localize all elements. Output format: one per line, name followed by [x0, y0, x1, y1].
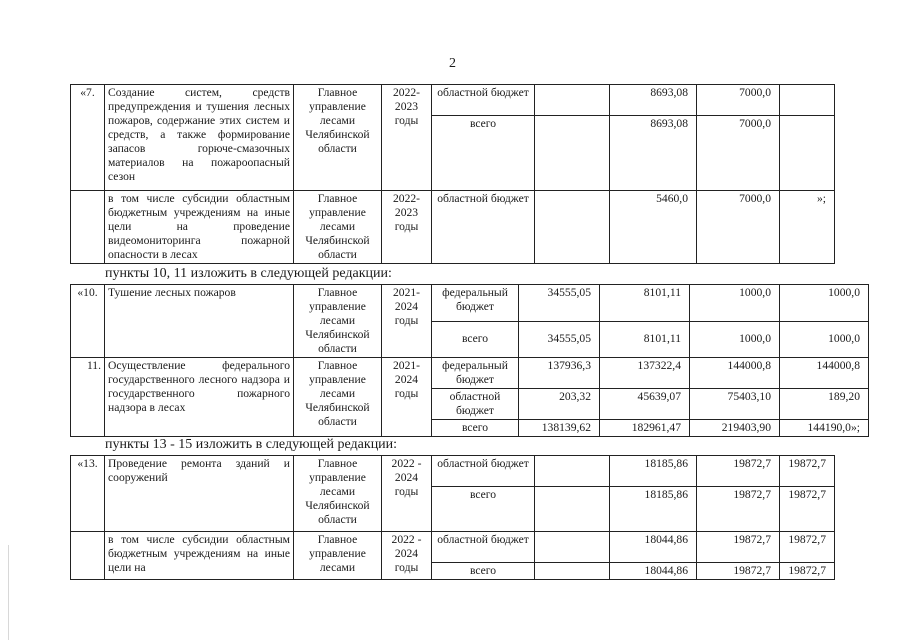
funding-source: федеральный бюджет: [432, 358, 519, 389]
value-cell: 18044,86: [610, 532, 697, 563]
value-cell: 1000,0: [780, 285, 869, 322]
item-description: в том числе субсидии областным бюджетным учреждениям на иные цели на проведение видеомониторинга пожарной опасности в лесах: [105, 191, 294, 264]
item-number: 11.: [71, 358, 105, 437]
value-cell: 19872,7: [697, 563, 780, 580]
scan-margin-line: [8, 545, 9, 640]
value-cell: 7000,0: [697, 85, 780, 116]
table-row: [71, 191, 835, 264]
funding-source: федеральный бюджет: [432, 285, 519, 322]
value-cell: 1000,0: [780, 321, 869, 358]
instruction-text: пункты 13 - 15 изложить в следующей редакции:: [105, 437, 398, 452]
item-description: Проведение ремонта зданий и сооружений: [105, 456, 294, 532]
funding-source: всего: [432, 116, 535, 191]
item-period: 2021-2024 годы: [382, 358, 432, 437]
table-row: [71, 532, 835, 563]
budget-table-2: [70, 284, 869, 437]
item-executor: Главное управление лесами Челябинской области: [294, 358, 382, 437]
item-description: Осуществление федерального государственного лесного надзора и государственного пожарного надзора в лесах: [105, 358, 294, 437]
funding-source: областной бюджет: [432, 191, 535, 264]
value-cell: 1000,0: [690, 321, 780, 358]
item-executor: Главное управление лесами: [294, 532, 382, 580]
item-executor: Главное управление лесами Челябинской области: [294, 85, 382, 191]
budget-table-3: [70, 455, 835, 580]
item-description: в том числе субсидии областным бюджетным учреждениям на иные цели на: [105, 532, 294, 580]
value-cell: 8101,11: [600, 285, 690, 322]
value-cell: [535, 85, 610, 116]
value-cell: 144190,0»;: [780, 420, 869, 437]
page-number: 2: [449, 56, 456, 71]
value-cell: 182961,47: [600, 420, 690, 437]
funding-source: всего: [432, 420, 519, 437]
value-cell: 19872,7: [780, 487, 835, 532]
funding-source: областной бюджет: [432, 532, 535, 563]
table-row: [71, 456, 835, 487]
value-cell: 7000,0: [697, 191, 780, 264]
item-number: «10.: [71, 285, 105, 358]
value-cell: 34555,05: [519, 321, 600, 358]
value-cell: [780, 116, 835, 191]
item-executor: Главное управление лесами Челябинской области: [294, 456, 382, 532]
value-cell: 34555,05: [519, 285, 600, 322]
table-row: [71, 358, 869, 389]
item-number: «7.: [71, 85, 105, 191]
value-cell: 19872,7: [697, 532, 780, 563]
value-cell: [780, 85, 835, 116]
value-cell: [535, 191, 610, 264]
value-cell: 138139,62: [519, 420, 600, 437]
value-cell: 1000,0: [690, 285, 780, 322]
value-cell: 19872,7: [780, 532, 835, 563]
item-period: 2022 - 2024 годы: [382, 532, 432, 580]
value-cell: 8693,08: [610, 116, 697, 191]
value-cell: 144000,8: [690, 358, 780, 389]
value-cell: 19872,7: [780, 563, 835, 580]
value-cell: 144000,8: [780, 358, 869, 389]
item-period: 2021-2024 годы: [382, 285, 432, 358]
value-cell: [535, 487, 610, 532]
budget-table-1: [70, 84, 835, 264]
value-cell: 45639,07: [600, 389, 690, 420]
value-cell: 19872,7: [697, 487, 780, 532]
funding-source: областной бюджет: [432, 456, 535, 487]
value-cell: 7000,0: [697, 116, 780, 191]
value-cell: 203,32: [519, 389, 600, 420]
funding-source: областной бюджет: [432, 389, 519, 420]
funding-source: всего: [432, 487, 535, 532]
item-description: Тушение лесных пожаров: [105, 285, 294, 358]
item-number: «13.: [71, 456, 105, 532]
item-number: [71, 191, 105, 264]
value-cell: 18044,86: [610, 563, 697, 580]
item-executor: Главное управление лесами Челябинской области: [294, 285, 382, 358]
funding-source: всего: [432, 563, 535, 580]
value-cell: [535, 456, 610, 487]
table-row: [71, 85, 835, 116]
value-cell: 219403,90: [690, 420, 780, 437]
item-number: [71, 532, 105, 580]
item-period: 2022-2023 годы: [382, 85, 432, 191]
instruction-text: пункты 10, 11 изложить в следующей редакции:: [105, 266, 392, 281]
item-description: Создание систем, средств предупреждения и тушения лесных пожаров, содержание этих систем и средств, а также формирование запасов горюче-смазочных материалов на пожароопасный сезон: [105, 85, 294, 191]
value-cell: »;: [780, 191, 835, 264]
item-period: 2022-2023 годы: [382, 191, 432, 264]
value-cell: 189,20: [780, 389, 869, 420]
value-cell: 75403,10: [690, 389, 780, 420]
value-cell: 19872,7: [697, 456, 780, 487]
value-cell: 8101,11: [600, 321, 690, 358]
value-cell: [535, 116, 610, 191]
funding-source: областной бюджет: [432, 85, 535, 116]
item-period: 2022 - 2024 годы: [382, 456, 432, 532]
value-cell: 18185,86: [610, 487, 697, 532]
value-cell: 5460,0: [610, 191, 697, 264]
value-cell: 19872,7: [780, 456, 835, 487]
table-row: [71, 285, 869, 322]
value-cell: [535, 563, 610, 580]
funding-source: всего: [432, 321, 519, 358]
value-cell: [535, 532, 610, 563]
value-cell: 137936,3: [519, 358, 600, 389]
value-cell: 18185,86: [610, 456, 697, 487]
value-cell: 8693,08: [610, 85, 697, 116]
value-cell: 137322,4: [600, 358, 690, 389]
item-executor: Главное управление лесами Челябинской области: [294, 191, 382, 264]
